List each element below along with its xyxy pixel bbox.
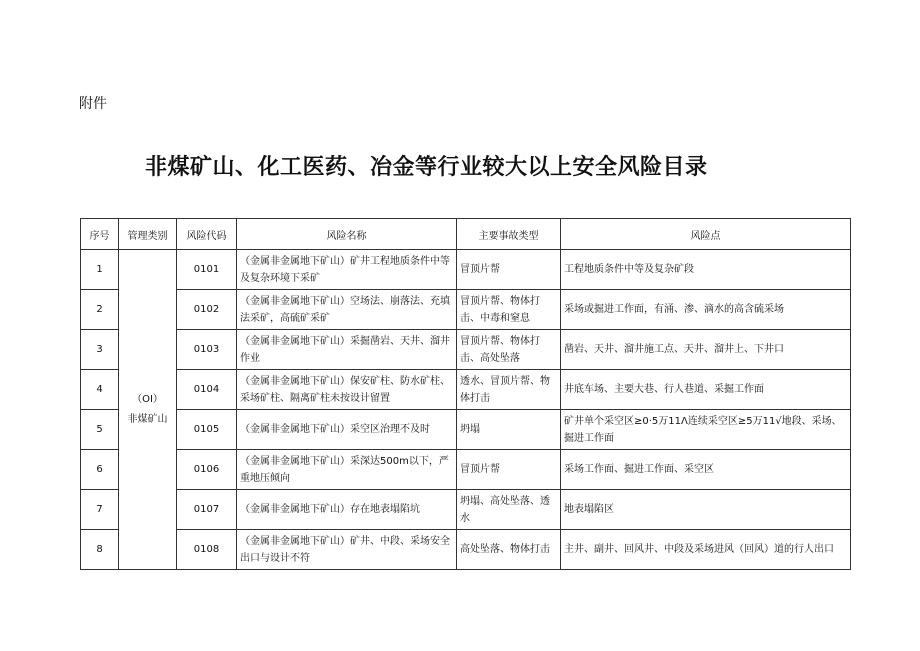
row-risk-points: 主井、副井、回风井、中段及采场进风（回风）道的行人出口 — [561, 530, 851, 570]
row-risk-name: （金属非金属地下矿山）采深达500m以下，严重地压倾向 — [237, 450, 457, 490]
row-no: 6 — [81, 450, 119, 490]
category-name: 非煤矿山 — [127, 413, 168, 425]
table-row — [81, 290, 851, 330]
row-risk-name: （金属非金属地下矿山）存在地表塌陷坑 — [237, 490, 457, 530]
row-no: 7 — [81, 490, 119, 530]
table-row — [81, 330, 851, 370]
row-risk-points: 工程地质条件中等及复杂矿段 — [561, 250, 851, 290]
row-accident-type: 坍塌 — [457, 410, 561, 450]
category-code: （OI） — [132, 393, 163, 405]
row-no: 2 — [81, 290, 119, 330]
table-header-row — [81, 219, 851, 250]
row-accident-type: 坍塌、高处坠落、透水 — [457, 490, 561, 530]
header-risk-name: 风险名称 — [237, 219, 457, 250]
row-code: 0106 — [177, 450, 237, 490]
row-risk-name: （金属非金属地下矿山）矿井、中段、采场安全出口与设计不符 — [237, 530, 457, 570]
row-risk-points: 矿井单个采空区≥0·5万11Λ连续采空区≥5万11√地段、采场、掘进工作面 — [561, 410, 851, 450]
row-accident-type: 透水、冒顶片帮、物体打击 — [457, 370, 561, 410]
row-code: 0108 — [177, 530, 237, 570]
row-accident-type: 冒顶片帮、物体打击、高处坠落 — [457, 330, 561, 370]
row-risk-points: 地表塌陷区 — [561, 490, 851, 530]
row-code: 0103 — [177, 330, 237, 370]
row-no: 8 — [81, 530, 119, 570]
row-risk-points: 采场工作面、掘进工作面、采空区 — [561, 450, 851, 490]
row-risk-name: （金属非金属地下矿山）保安矿柱、防水矿柱、采场矿柱、隔离矿柱未按设计留置 — [237, 370, 457, 410]
row-code: 0104 — [177, 370, 237, 410]
row-risk-points: 凿岩、天井、溜井施工点、天井、溜井上、下井口 — [561, 330, 851, 370]
header-risk-code: 风险代码 — [177, 219, 237, 250]
table-row — [81, 450, 851, 490]
row-risk-name: （金属非金属地下矿山）采掘凿岩、天井、溜井作业 — [237, 330, 457, 370]
table-row — [81, 530, 851, 570]
table-row — [81, 370, 851, 410]
header-category: 管理类别 — [119, 219, 177, 250]
attachment-label: 附件 — [79, 96, 107, 112]
row-risk-name: （金属非金属地下矿山）矿井工程地质条件中等及复杂环境下采矿 — [237, 250, 457, 290]
row-code: 0101 — [177, 250, 237, 290]
row-risk-name: （金属非金属地下矿山）采空区治理不及时 — [237, 410, 457, 450]
header-no: 序号 — [81, 219, 119, 250]
table-row — [81, 410, 851, 450]
row-no: 4 — [81, 370, 119, 410]
row-accident-type: 冒顶片帮 — [457, 250, 561, 290]
row-risk-name: （金属非金属地下矿山）空场法、崩落法、充填法采矿，高硫矿采矿 — [237, 290, 457, 330]
row-code: 0102 — [177, 290, 237, 330]
row-accident-type: 冒顶片帮、物体打击、中毒和窒息 — [457, 290, 561, 330]
header-accident-type: 主要事故类型 — [457, 219, 561, 250]
header-risk-points: 风险点 — [561, 219, 851, 250]
category-cell — [119, 250, 177, 570]
row-no: 5 — [81, 410, 119, 450]
row-accident-type: 冒顶片帮 — [457, 450, 561, 490]
row-no: 1 — [81, 250, 119, 290]
table-row — [81, 490, 851, 530]
row-no: 3 — [81, 330, 119, 370]
row-code: 0107 — [177, 490, 237, 530]
row-code: 0105 — [177, 410, 237, 450]
row-accident-type: 高处坠落、物体打击 — [457, 530, 561, 570]
table-row — [81, 250, 851, 290]
row-risk-points: 井底车场、主要大巷、行人巷道、采掘工作面 — [561, 370, 851, 410]
risk-table — [80, 218, 851, 570]
row-risk-points: 采场或掘进工作面，有涌、渗、滴水的高含硫采场 — [561, 290, 851, 330]
document-title: 非煤矿山、化工医药、冶金等行业较大以上安全风险目录 — [145, 155, 708, 180]
